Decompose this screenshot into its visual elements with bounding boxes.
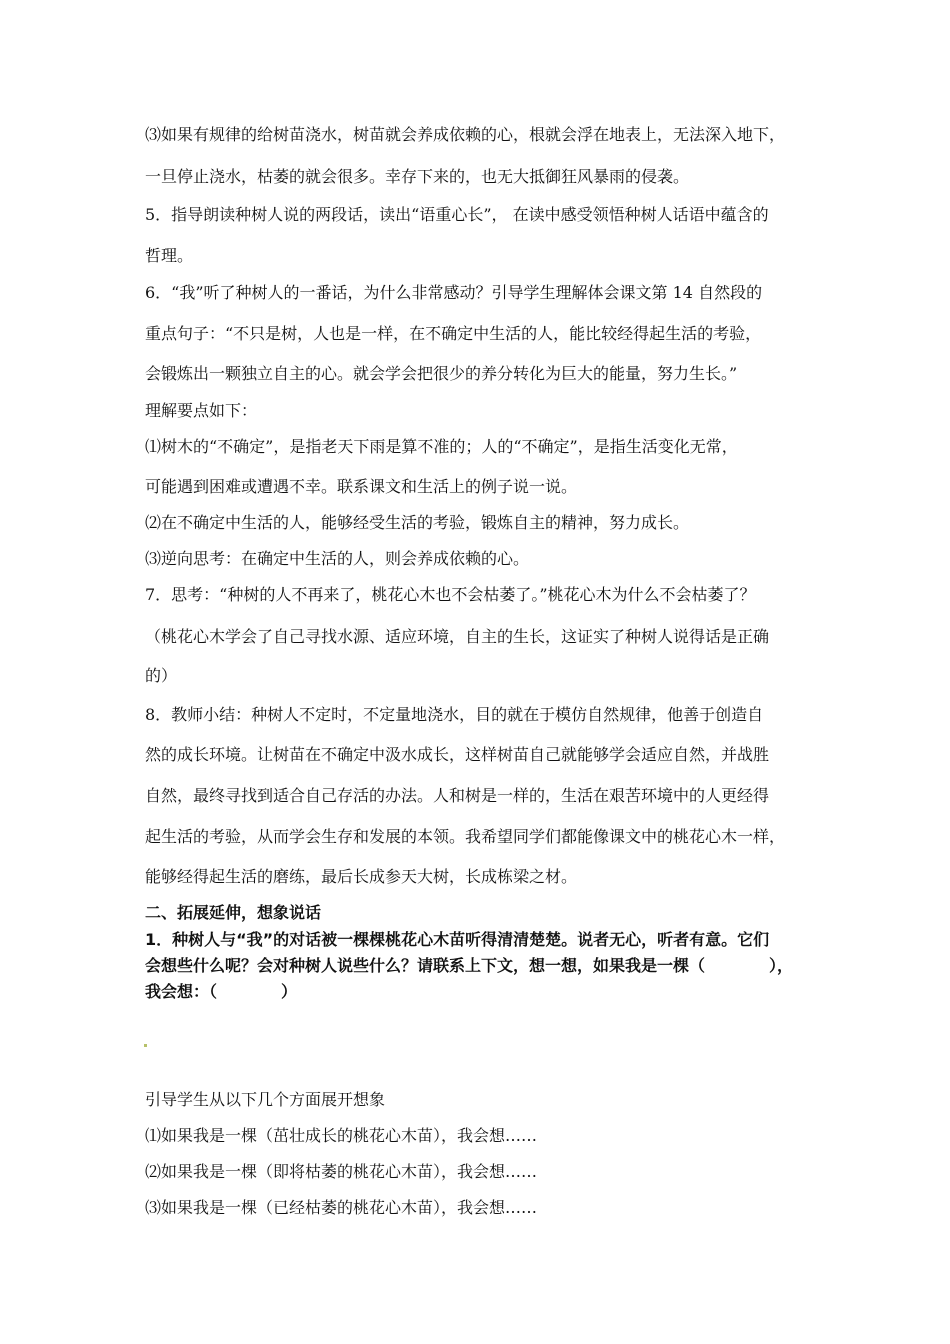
paragraph-line: ⑴树木的“不确定”，是指老天下雨是算不准的；人的“不确定”，是指生活变化无常， — [145, 437, 738, 456]
paragraph-line: ⑵在不确定中生活的人，能够经受生活的考验，锻炼自主的精神，努力成长。 — [145, 513, 690, 532]
paragraph-line: ⑶逆向思考：在确定中生活的人，则会养成依赖的心。 — [145, 549, 530, 568]
guide-item: ⑵如果我是一棵（即将枯萎的桃花心木苗），我会想…… — [145, 1162, 538, 1181]
paragraph-line: 会锻炼出一颗独立自主的心。就会学会把很少的养分转化为巨大的能量，努力生长。” — [145, 364, 738, 383]
question-line: 会想些什么呢？会对种树人说些什么？请联系上下文，想一想，如果我是一棵（ ）， — [145, 956, 794, 975]
paragraph-line: 7．思考：“种树的人不再来了，桃花心木也不会枯萎了。”桃花心木为什么不会枯萎了？ — [145, 585, 756, 604]
guide-item: ⑶如果我是一棵（已经枯萎的桃花心木苗），我会想…… — [145, 1198, 538, 1217]
paragraph-line: 可能遇到困难或遭遇不幸。联系课文和生活上的例子说一说。 — [145, 477, 578, 496]
paragraph-line: （桃花心木学会了自己寻找水源、适应环境，自主的生长，这证实了种树人说得话是正确 — [145, 627, 770, 646]
question-line: 我会想：（ ） — [145, 982, 298, 1001]
paragraph-line: 起生活的考验，从而学会生存和发展的本领。我希望同学们都能像课文中的桃花心木一样， — [145, 827, 786, 846]
question-line: 1．种树人与“我”的对话被一棵棵桃花心木苗听得清清楚楚。说者无心，听者有意。它们 — [145, 930, 770, 949]
paragraph-line: 8．教师小结：种树人不定时，不定量地浇水，目的就在于模仿自然规律，他善于创造自 — [145, 705, 764, 724]
guide-item: ⑴如果我是一棵（茁壮成长的桃花心木苗），我会想…… — [145, 1126, 538, 1145]
paragraph-line: 6．“我”听了种树人的一番话，为什么非常感动？引导学生理解体会课文第 14 自然段的 — [145, 283, 763, 302]
stray-mark — [144, 1044, 147, 1047]
paragraph-line: 一旦停止浇水，枯萎的就会很多。幸存下来的，也无大抵御狂风暴雨的侵袭。 — [145, 167, 690, 186]
paragraph-line: 的） — [145, 666, 178, 685]
paragraph-line: 5．指导朗读种树人说的两段话，读出“语重心长”， 在读中感受领悟种树人话语中蕴含的 — [145, 205, 769, 224]
paragraph-line: 然的成长环境。让树苗在不确定中汲水成长，这样树苗自己就能够学会适应自然，并战胜 — [145, 745, 770, 764]
paragraph-line: 自然，最终寻找到适合自己存活的办法。人和树是一样的，生活在艰苦环境中的人更经得 — [145, 786, 770, 805]
guide-intro: 引导学生从以下几个方面展开想象 — [145, 1090, 386, 1109]
paragraph-line: 哲理。 — [145, 246, 194, 265]
paragraph-line: ⑶如果有规律的给树苗浇水，树苗就会养成依赖的心，根就会浮在地表上，无法深入地下， — [145, 125, 786, 144]
paragraph-line: 理解要点如下： — [145, 401, 258, 420]
section-heading: 二、拓展延伸，想象说话 — [145, 903, 322, 922]
paragraph-line: 能够经得起生活的磨练，最后长成参天大树，长成栋梁之材。 — [145, 867, 578, 886]
paragraph-line: 重点句子：“不只是树，人也是一样，在不确定中生活的人，能比较经得起生活的考验， — [145, 324, 762, 343]
